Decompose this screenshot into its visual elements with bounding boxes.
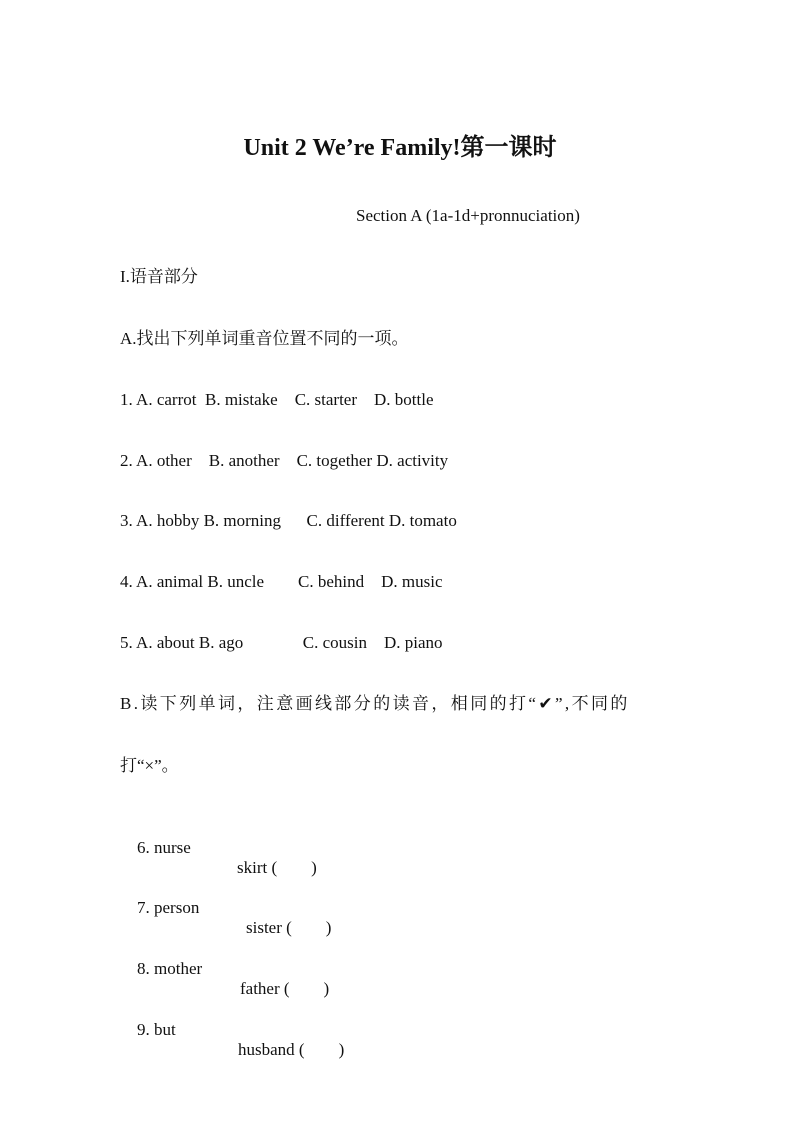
part-b-instruction-line1: B.读下列单词，注意画线部分的读音，相同的打“✔”,不同的 xyxy=(120,694,630,713)
part-a-instruction: A.找出下列单词重音位置不同的一项。 xyxy=(120,329,409,348)
question-item: 4. A. animal B. uncle C. behind D. music xyxy=(120,572,443,591)
document-subtitle: Section A (1a-1d+pronnuciation) xyxy=(356,206,580,225)
question-item: 1. A. carrot B. mistake C. starter D. bottle xyxy=(120,390,434,409)
question-item: 2. A. other B. another C. together D. activity xyxy=(120,451,449,470)
question-item: 3. A. hobby B. morning C. different D. tomato xyxy=(120,511,457,530)
pronunciation-word-left: 6. nurse xyxy=(137,838,191,857)
pronunciation-word-right: husband ( ) xyxy=(238,1040,345,1059)
pronunciation-word-right: sister ( ) xyxy=(246,918,332,937)
pronunciation-word-left: 7. person xyxy=(137,898,200,917)
pronunciation-word-right: skirt ( ) xyxy=(237,858,317,877)
question-item: 5. A. about B. ago C. cousin D. piano xyxy=(120,633,443,652)
pronunciation-word-right: father ( ) xyxy=(240,979,330,998)
part-b-instruction-line2: 打“×”。 xyxy=(120,756,179,775)
pronunciation-word-left: 9. but xyxy=(137,1020,176,1039)
pronunciation-word-left: 8. mother xyxy=(137,959,203,978)
pronunciation-item xyxy=(120,1000,345,1080)
section-heading: I.语音部分 xyxy=(120,267,198,286)
document-title: Unit 2 We’re Family!第一课时 xyxy=(243,135,557,161)
